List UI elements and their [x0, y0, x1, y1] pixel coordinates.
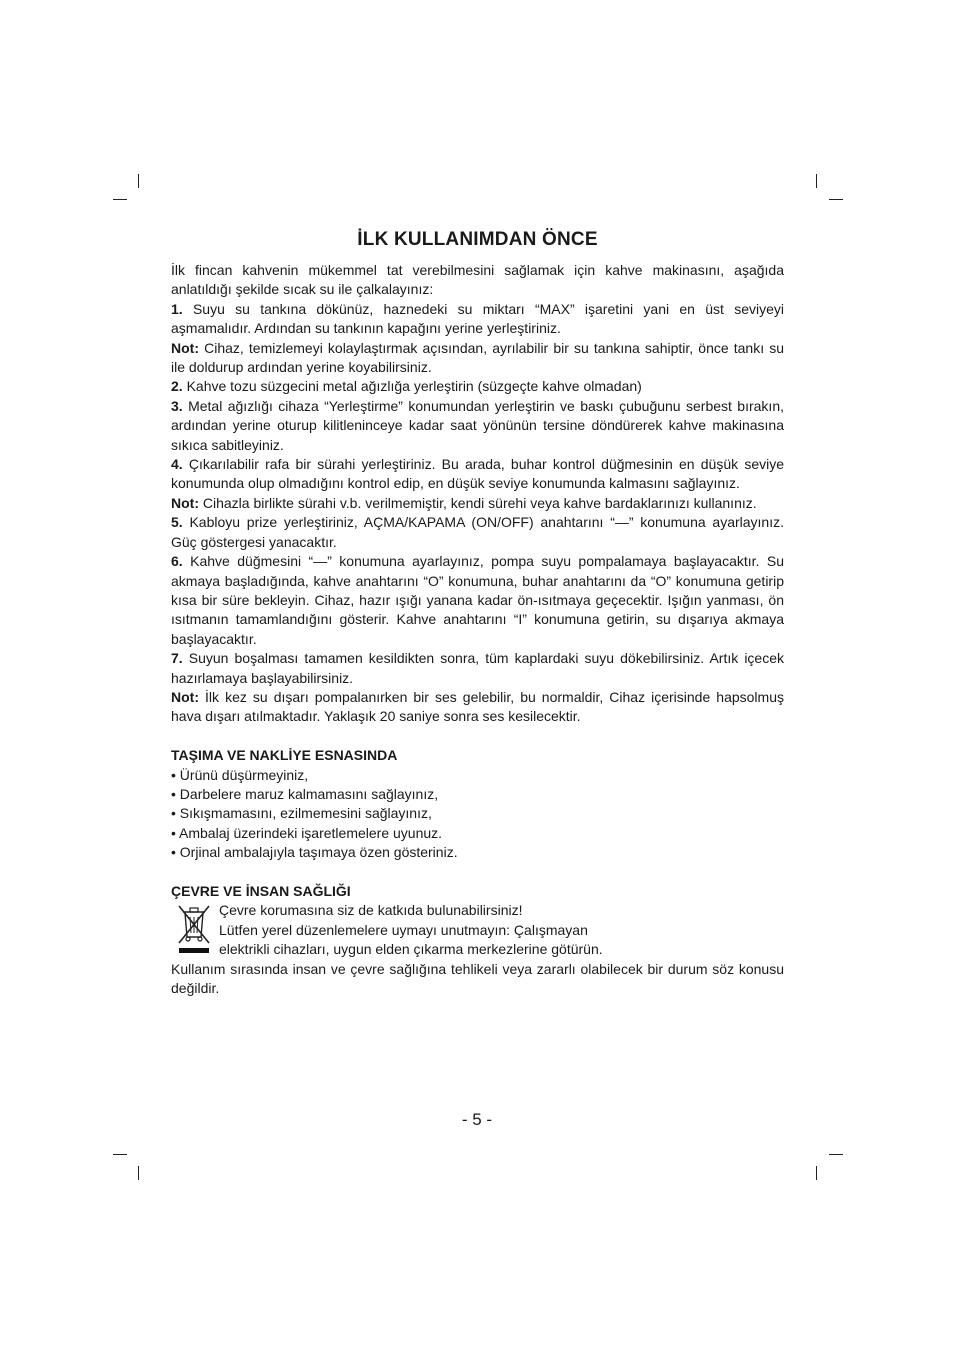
environment-heading: ÇEVRE VE İNSAN SAĞLIĞI: [171, 882, 351, 899]
weee-crossed-bin-icon: [176, 903, 212, 955]
step-text: Suyun boşalması tamamen kesildikten sonra, tüm kaplardaki suyu dökebilirsiniz. Artık içecek hazırlamaya başlayabilirsiniz.: [171, 650, 784, 686]
crop-mark: [816, 174, 817, 188]
step-text: Metal ağızlığı cihaza “Yerleştirme” konumundan yerleştirin ve baskı çubuğunu serbest bırakın, ardından yerine oturup kilitleninceye kadar saat yönünün tersine döndürerek kahve makinasına sıkıca sabitleyiniz.: [171, 397, 784, 453]
step-label: 2.: [171, 378, 183, 395]
crop-mark: [138, 1166, 139, 1180]
note-text: Cihaz, temizlemeyi kolaylaştırmak açısından, ayrılabilir bir su tankına sahiptir, önce tankı su ile doldurup ardından yerine koyabilirsiniz.: [171, 339, 784, 376]
crop-mark: [138, 174, 139, 188]
environment-notice: [171, 901, 784, 959]
crop-mark: [829, 1154, 843, 1155]
list-item: • Ambalaj üzerindeki işaretlemelere uyunuz.: [171, 824, 443, 841]
step-text: Suyu su tankına dökünüz, haznedeki su miktarı “MAX” işaretini yani en üst seviyeyi aşmamalıdır. Ardından su tankının kapağını yerine yerleştiriniz.: [171, 300, 784, 337]
environment-line: Lütfen yerel düzenlemelere uymayı unutmayın: Çalışmayan: [219, 921, 588, 938]
note-label: Not:: [171, 494, 199, 511]
step-paragraph: [171, 513, 784, 552]
step-label: 6.: [171, 553, 183, 570]
note-text: Cihazla birlikte sürahi v.b. verilmemiştir, kendi sürehi veya kahve bardaklarınızı kullanınız.: [199, 494, 757, 511]
crop-mark: [113, 1154, 127, 1155]
step-label: 5.: [171, 514, 183, 531]
step-paragraph: [171, 649, 784, 688]
note-label: Not:: [171, 688, 199, 705]
body-text: [171, 261, 784, 998]
note-paragraph: [171, 494, 784, 513]
step-paragraph: [171, 377, 784, 396]
step-paragraph: [171, 455, 784, 494]
page-title: İLK KULLANIMDAN ÖNCE: [357, 229, 598, 250]
step-text: Kahve tozu süzgecini metal ağızlığa yerleştirin (süzgeçte kahve olmadan): [182, 378, 642, 395]
intro-paragraph: İlk fincan kahvenin mükemmel tat verebilmesini sağlamak için kahve makinasını, aşağıda anlatıldığı şekilde sıcak su ile çalkalayınız:: [171, 262, 784, 298]
step-paragraph: [171, 300, 784, 339]
step-label: 3.: [171, 397, 183, 414]
list-item: • Ürünü düşürmeyiniz,: [171, 766, 309, 783]
step-paragraph: [171, 397, 784, 455]
note-label: Not:: [171, 339, 199, 356]
step-label: 1.: [171, 300, 183, 317]
step-text: Kabloyu prize yerleştiriniz, AÇMA/KAPAMA (ON/OFF) anahtarını “—” konumuna ayarlayınız. Güç göstergesi yanacaktır.: [171, 514, 784, 550]
step-text: Kahve düğmesini “—” konumuna ayarlayınız, pompa suyu pompalamaya başlayacaktır. Su akmaya başladığında, kahve anahtarını “O” konumuna, buhar anahtarını da “O” konumuna getirip kısa bir süre bekleyin. Cihaz, hazır ışığı yanana kadar ön-ısıtmaya geçecektir. Işığın yanması, ön ısıtmanın tamamlandığını gösterir. Kahve anahtarını “I” konumuna getirin, su dışarıya akmaya başlayacaktır.: [171, 553, 784, 647]
note-paragraph: [171, 339, 784, 378]
environment-text: [219, 901, 603, 959]
environment-closing: Kullanım sırasında insan ve çevre sağlığına tehlikeli veya zararlı olabilecek bir durum söz konusu değildir.: [171, 960, 784, 996]
environment-line: Çevre korumasına siz de katkıda bulunabilirsiniz!: [219, 902, 523, 919]
step-text: Çıkarılabilir rafa bir sürahi yerleştiriniz. Bu arada, buhar kontrol düğmesinin en düşük seviye konumunda olup olmadığını kontrol edip, en düşük seviye konumunda kalmasını sağlayınız.: [171, 456, 784, 492]
step-label: 7.: [171, 650, 183, 667]
note-paragraph: [171, 688, 784, 727]
list-item: • Sıkışmamasını, ezilmemesini sağlayınız,: [171, 805, 432, 822]
crop-mark: [816, 1166, 817, 1180]
step-paragraph: [171, 552, 784, 649]
list-item: • Darbelere maruz kalmamasını sağlayınız,: [171, 785, 439, 802]
step-label: 4.: [171, 456, 183, 473]
crop-mark: [829, 199, 843, 200]
note-text: İlk kez su dışarı pompalanırken bir ses gelebilir, bu normaldir, Cihaz içerisinde hapsolmuş hava dışarı atılmaktadır. Yaklaşık 20 saniye sonra ses kesilecektir.: [171, 688, 784, 725]
crop-mark: [113, 199, 127, 200]
environment-line: elektrikli cihazları, uygun elden çıkarma merkezlerine götürün.: [219, 941, 603, 958]
page-number: - 5 -: [461, 1110, 493, 1129]
transport-heading: TAŞIMA VE NAKLİYE ESNASINDA: [171, 747, 398, 764]
list-item: • Orjinal ambalajıyla taşımaya özen gösteriniz.: [171, 844, 458, 861]
